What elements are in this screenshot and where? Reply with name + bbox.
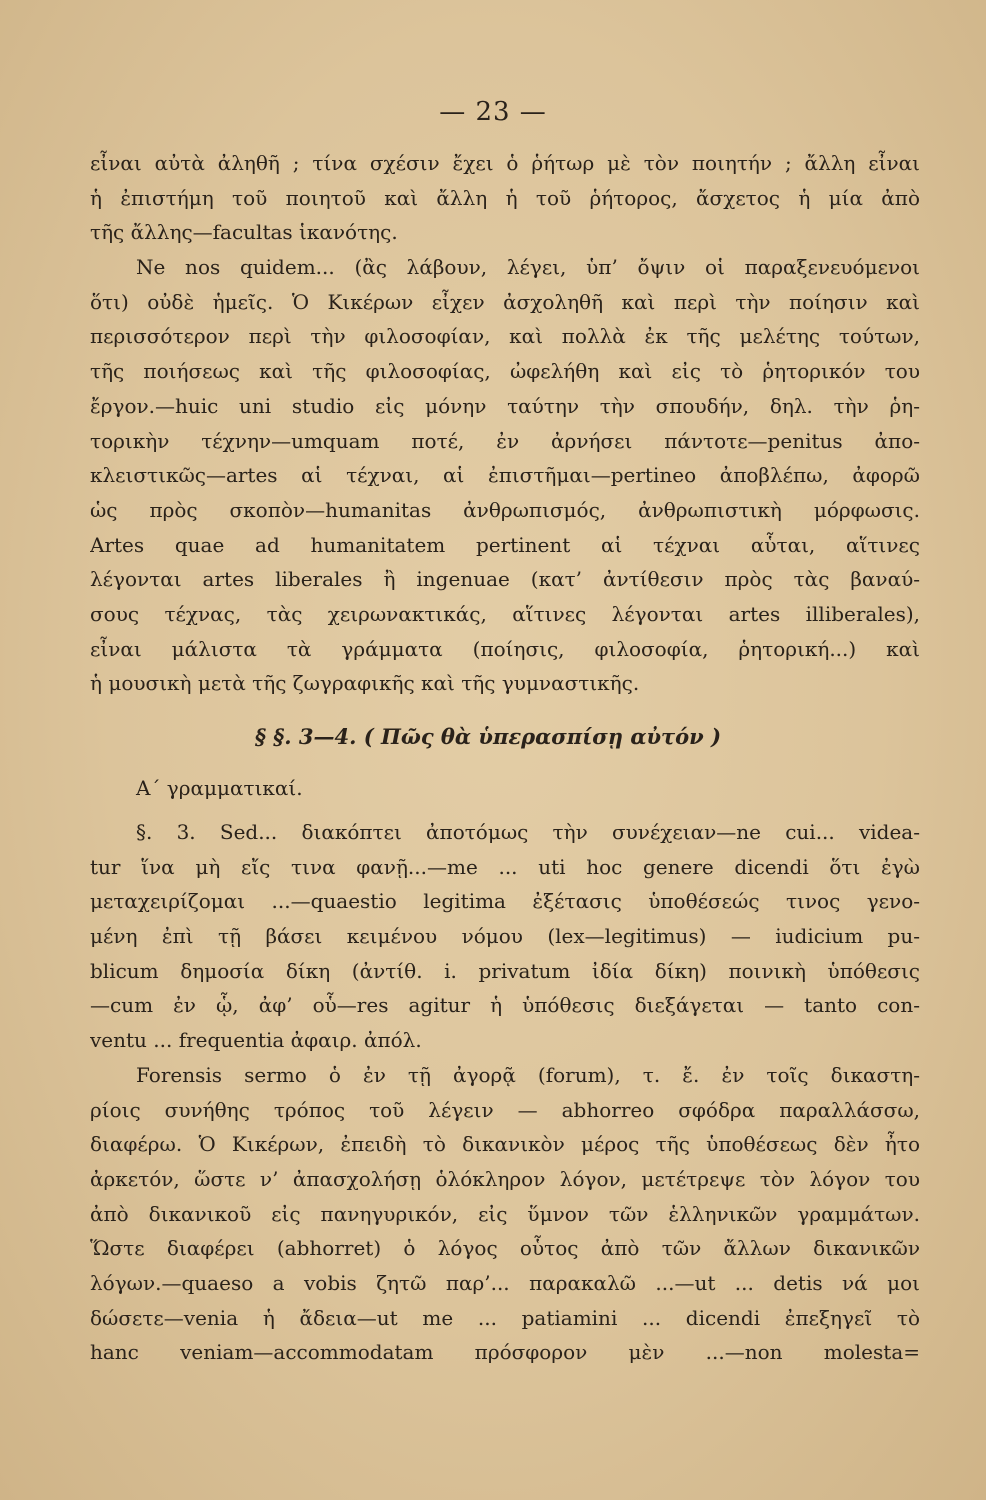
text-line: τῆς ἄλλης—facultas ἱκανότης. — [90, 220, 398, 245]
text-line: ἡ μουσικὴ μετὰ τῆς ζωγραφικῆς καὶ τῆς γυμναστικῆς. — [90, 671, 640, 696]
text-line: §. 3. Sed... διακόπτει ἀποτόμως τὴν συνέχειαν—ne cui... videa- — [136, 820, 920, 844]
text-line: διαφέρω. Ὁ Κικέρων, ἐπειδὴ τὸ δικανικὸν μέρος τῆς ὑποθέσεως δὲν ἦτο — [90, 1132, 920, 1157]
text-line: ventu ... frequentia ἀφαιρ. ἀπόλ. — [90, 1028, 422, 1053]
text-line: κλειστικῶς—artes αἱ τέχναι, αἱ ἐπιστῆμαι—pertineo ἀποβλέπω, ἀφορῶ — [90, 463, 920, 488]
text-line: τορικὴν τέχνην—umquam ποτέ, ἐν ἀρνήσει πάντοτε—penitus ἀπο- — [90, 428, 920, 453]
text-line: —cum ἐν ᾧ, ἀφ’ οὗ—res agitur ἡ ὑπόθεσις διεξάγεται — tanto con- — [90, 993, 920, 1018]
page-text — [90, 146, 920, 1370]
text-line: μένη ἐπὶ τῇ βάσει κειμένου νόμου (lex—legitimus) — iudicium pu- — [90, 924, 920, 949]
text-line: τῆς ποιήσεως καὶ τῆς φιλοσοφίας, ὠφελήθη καὶ εἰς τὸ ῥητορικόν του — [90, 359, 920, 384]
text-line: ἀπὸ δικανικοῦ εἰς πανηγυρικόν, εἰς ὕμνον τῶν ἑλληνικῶν γραμμάτων. — [90, 1201, 920, 1226]
text-line: εἶναι μάλιστα τὰ γράμματα (ποίησις, φιλοσοφία, ῥητορική...) καὶ — [90, 636, 920, 661]
section-heading: § §. 3—4. ( Πῶς θὰ ὑπερασπίσῃ αὐτόν ) — [255, 724, 721, 749]
text-line: λόγων.—quaeso a vobis ζητῶ παρ’... παρακαλῶ ...—ut ... detis νά μοι — [90, 1270, 920, 1295]
text-line: ἔργον.—huic uni studio εἰς μόνην ταύτην τὴν σπουδήν, δηλ. τὴν ῥη- — [90, 393, 920, 418]
subheading: Α΄ γραμματικαί. — [136, 776, 303, 800]
text-line: hanc veniam—accommodatam πρόσφορον μὲν ...—non molesta= — [90, 1340, 920, 1365]
text-line: δώσετε—venia ἡ ἄδεια—ut me ... patiamini ... dicendi ἐπεξηγεῖ τὸ — [90, 1305, 920, 1330]
text-line: Artes quae ad humanitatem pertinent αἱ τέχναι αὗται, αἵτινες — [90, 532, 920, 557]
text-line: λέγονται artes liberales ἢ ingenuae (κατ’ ἀντίθεσιν πρὸς τὰς βαναύ- — [90, 567, 920, 592]
page-number: — 23 — — [439, 97, 547, 127]
text-line: μεταχειρίζομαι ...—quaestio legitima ἐξέτασις ὑποθέσεώς τινος γενο- — [90, 889, 920, 914]
text-line: tur ἵνα μὴ εἴς τινα φανῇ...—me ... uti hoc genere dicendi ὅτι ἐγὼ — [90, 854, 920, 879]
text-line: περισσότερον περὶ τὴν φιλοσοφίαν, καὶ πολλὰ ἐκ τῆς μελέτης τούτων, — [90, 324, 920, 349]
text-line: εἶναι αὐτὰ ἀληθῆ ; τίνα σχέσιν ἔχει ὁ ῥήτωρ μὲ τὸν ποιητήν ; ἄλλη εἶναι — [90, 151, 920, 175]
text-line: ὡς πρὸς σκοπὸν—humanitas ἀνθρωπισμός, ἀνθρωπιστικὴ μόρφωσις. — [90, 497, 920, 522]
text-line: ἀρκετόν, ὥστε ν’ ἀπασχολήσῃ ὁλόκληρον λόγον, μετέτρεψε τὸν λόγον του — [90, 1166, 920, 1191]
text-line: ἡ ἐπιστήμη τοῦ ποιητοῦ καὶ ἄλλη ἡ τοῦ ῥήτορος, ἄσχετος ἡ μία ἀπὸ — [90, 185, 920, 210]
text-line: Ne nos quidem... (ἂς λάβουν, λέγει, ὑπ’ ὄψιν οἱ παραξενευόμενοι — [136, 255, 920, 280]
text-line: Ὥστε διαφέρει (abhorret) ὁ λόγος οὗτος ἀπὸ τῶν ἄλλων δικανικῶν — [90, 1236, 920, 1261]
text-line: ρίοις συνήθης τρόπος τοῦ λέγειν — abhorreo σφόδρα παραλλάσσω, — [90, 1097, 920, 1122]
text-line: ὅτι) οὐδὲ ἡμεῖς. Ὁ Κικέρων εἶχεν ἀσχοληθῆ καὶ περὶ τὴν ποίησιν καὶ — [90, 289, 920, 314]
text-line: σους τέχνας, τὰς χειρωνακτικάς, αἵτινες λέγονται artes illiberales), — [90, 601, 920, 626]
text-line: Forensis sermo ὁ ἐν τῇ ἀγορᾷ (forum), τ. ἔ. ἐν τοῖς δικαστη- — [136, 1062, 920, 1087]
text-line: blicum δημοσία δίκη (ἀντίθ. i. privatum ἰδία δίκη) ποινικὴ ὑπόθεσις — [90, 958, 920, 983]
